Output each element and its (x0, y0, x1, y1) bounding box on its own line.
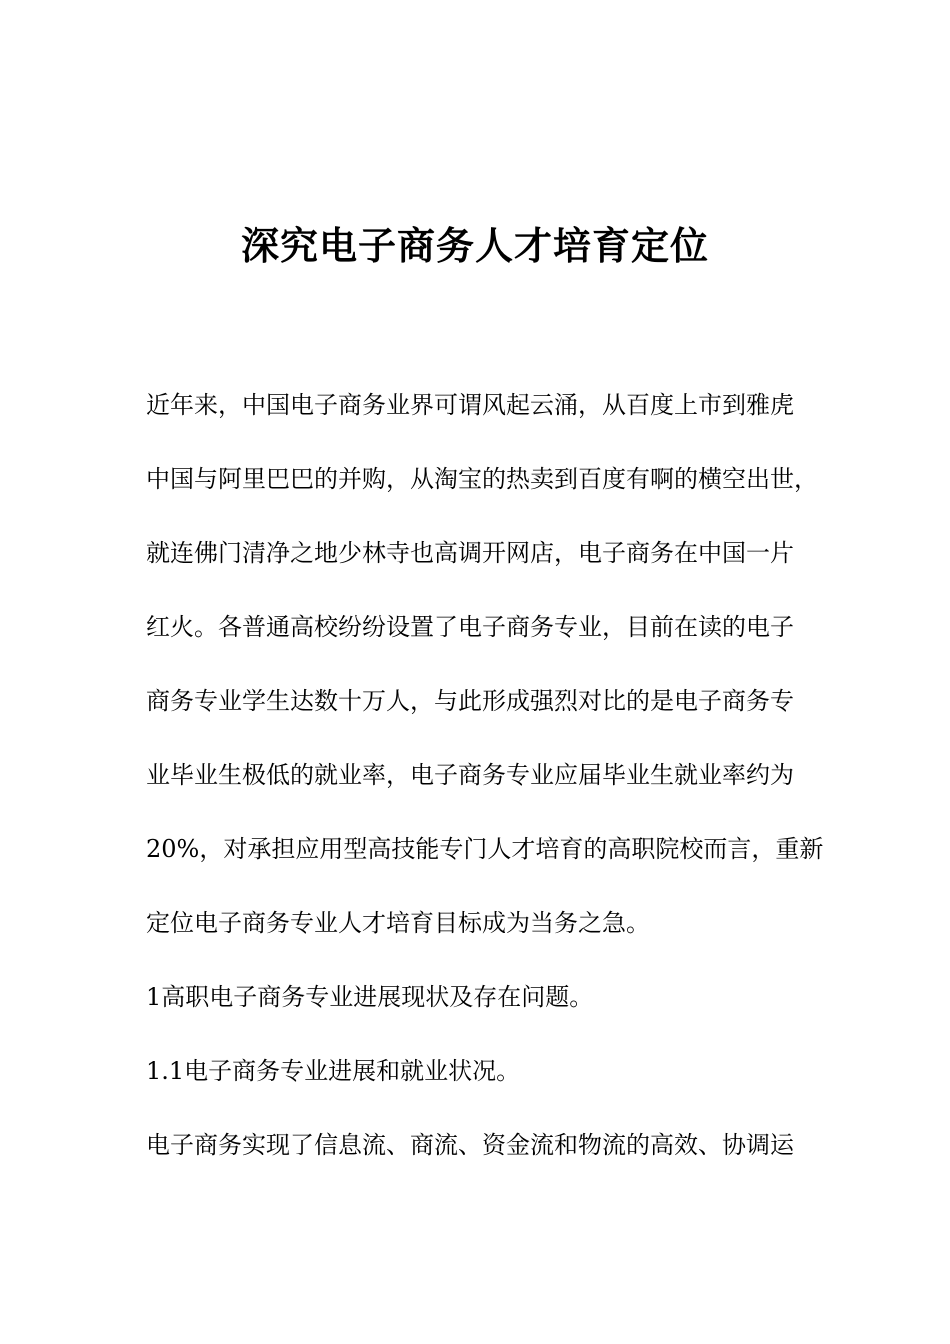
subsection-heading: 1.1电子商务专业进展和就业状况。 (146, 1057, 521, 1085)
body-line: 业毕业生极低的就业率，电子商务专业应届毕业生就业率约为 (146, 761, 794, 789)
body-line: 就连佛门清净之地少林寺也高调开网店，电子商务在中国一片 (146, 539, 794, 567)
document-title: 深究电子商务人才培育定位 (240, 224, 709, 268)
body-line: 20%，对承担应用型高技能专门人才培育的高职院校而言，重新 (146, 835, 824, 863)
body-line: 电子商务实现了信息流、商流、资金流和物流的高效、协调运 (146, 1131, 794, 1159)
body-line: 中国与阿里巴巴的并购，从淘宝的热卖到百度有啊的横空出世， (146, 465, 818, 493)
body-line: 定位电子商务专业人才培育目标成为当务之急。 (146, 909, 650, 937)
section-heading: 1高职电子商务专业进展现状及存在问题。 (146, 983, 594, 1011)
body-line: 红火。各普通高校纷纷设置了电子商务专业，目前在读的电子 (146, 613, 794, 641)
body-line: 商务专业学生达数十万人，与此形成强烈对比的是电子商务专 (146, 687, 794, 715)
body-line: 近年来，中国电子商务业界可谓风起云涌，从百度上市到雅虎 (146, 391, 794, 419)
